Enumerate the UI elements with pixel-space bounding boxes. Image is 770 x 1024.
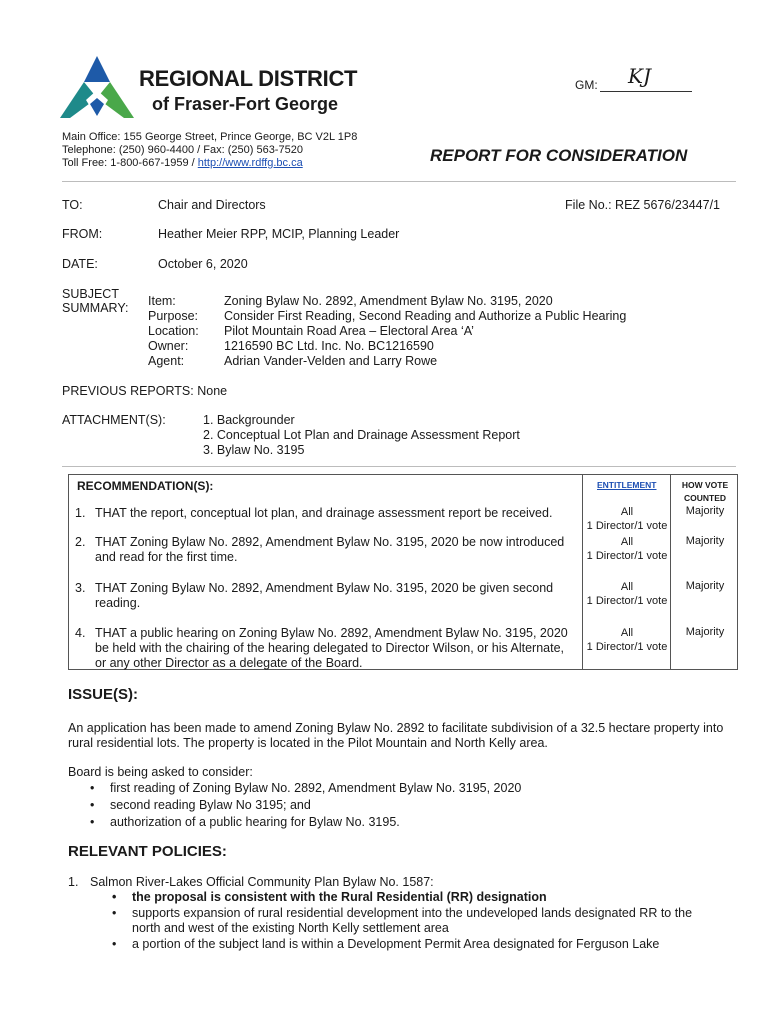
subject-item-value: Zoning Bylaw No. 2892, Amendment Bylaw No. 3195, 2020 <box>224 294 553 308</box>
vote-cell: Majority <box>685 626 725 638</box>
gm-signature-line <box>600 91 692 92</box>
to-label: TO: <box>62 198 83 212</box>
date-label: DATE: <box>62 257 98 271</box>
recommendation-number: 2. <box>75 535 86 549</box>
recommendation-number: 1. <box>75 506 86 520</box>
recommendation-text: THAT Zoning Bylaw No. 2892, Amendment Bylaw No. 3195, 2020 be given second reading. <box>95 581 554 610</box>
subject-location-key: Location: <box>148 324 199 338</box>
previous-reports: PREVIOUS REPORTS: None <box>62 384 228 398</box>
recommendation-number: 4. <box>75 626 86 640</box>
contact-tollfree <box>62 157 357 170</box>
vote-cell: Majority <box>685 505 725 517</box>
recommendation-item <box>75 506 569 521</box>
memo-divider <box>62 466 736 467</box>
vote-cell: Majority <box>685 535 725 547</box>
entitlement-vote: 1 Director/1 vote <box>586 550 668 562</box>
policies-heading: RELEVANT POLICIES: <box>68 843 227 860</box>
summary-label: SUMMARY: <box>62 301 129 315</box>
header-divider <box>62 181 736 182</box>
contact-block <box>62 131 357 170</box>
contact-phone: Telephone: (250) 960-4400 / Fax: (250) 563-7520 <box>62 144 303 156</box>
subject-agent-key: Agent: <box>148 354 185 368</box>
recommendations-heading: RECOMMENDATION(S): <box>77 479 214 493</box>
recommendation-number: 3. <box>75 581 86 595</box>
subject-purpose-value: Consider First Reading, Second Reading and Authorize a Public Hearing <box>224 309 627 323</box>
list-item: • supports expansion of rural residential development into the undeveloped lands designated RR to the north and west of the existing North Kelly settlement area <box>108 906 718 936</box>
entitlement-heading[interactable]: ENTITLEMENT <box>597 480 657 490</box>
policy-bullet-list <box>108 890 718 953</box>
vote-cell: Majority <box>685 580 725 592</box>
from-label: FROM: <box>62 227 103 241</box>
list-item: • authorization of a public hearing for Bylaw No. 3195. <box>86 814 521 831</box>
org-subtitle: of Fraser-Fort George <box>152 94 339 114</box>
policy-number: 1. <box>68 875 79 889</box>
date-value: October 6, 2020 <box>158 257 248 271</box>
entitlement-vote: 1 Director/1 vote <box>586 520 668 532</box>
recommendations-table <box>68 474 738 670</box>
gm-label: GM: <box>575 78 598 92</box>
list-item: • the proposal is consistent with the Rural Residential (RR) designation <box>108 890 718 905</box>
subject-label: SUBJECT <box>62 287 119 301</box>
attachment-item: 3. Bylaw No. 3195 <box>203 443 305 457</box>
recommendation-item <box>75 626 569 671</box>
gm-signature: KJ <box>628 64 651 88</box>
entitlement-all: All <box>620 506 634 518</box>
list-item: • first reading of Zoning Bylaw No. 2892, Amendment Bylaw No. 3195, 2020 <box>86 780 521 797</box>
subject-location-value: Pilot Mountain Road Area – Electoral Area ‘A’ <box>224 324 474 338</box>
subject-item-key: Item: <box>148 294 176 308</box>
attachment-item: 2. Conceptual Lot Plan and Drainage Assessment Report <box>203 428 520 442</box>
issues-paragraph: An application has been made to amend Zoning Bylaw No. 2892 to facilitate subdivision of a 32.5 hectare property into rural residential lots. The property is located in the Pilot Mountain and North Kelly area. <box>68 721 724 750</box>
subject-owner-value: 1216590 BC Ltd. Inc. No. BC1216590 <box>224 339 434 353</box>
attachments-label: ATTACHMENT(S): <box>62 413 166 427</box>
subject-agent-value: Adrian Vander-Velden and Larry Rowe <box>224 354 438 368</box>
from-value: Heather Meier RPP, MCIP, Planning Leader <box>158 227 400 241</box>
entitlement-vote: 1 Director/1 vote <box>586 641 668 653</box>
entitlement-all: All <box>620 627 634 639</box>
contact-address: Main Office: 155 George Street, Prince George, BC V2L 1P8 <box>62 131 358 143</box>
report-title: REPORT FOR CONSIDERATION <box>430 146 688 165</box>
org-name: REGIONAL DISTRICT <box>139 66 358 91</box>
subject-owner-key: Owner: <box>148 339 189 353</box>
list-item: • a portion of the subject land is within a Development Permit Area designated for Ferguson Lake <box>108 937 718 952</box>
board-intro: Board is being asked to consider: <box>68 765 253 779</box>
recommendation-text: THAT the report, conceptual lot plan, and drainage assessment report be received. <box>95 506 553 520</box>
entitlement-cell <box>583 626 671 654</box>
policy-title: Salmon River-Lakes Official Community Plan Bylaw No. 1587: <box>90 875 434 889</box>
regional-district-logo <box>60 54 134 120</box>
subject-purpose-key: Purpose: <box>148 309 199 323</box>
to-value: Chair and Directors <box>158 198 266 212</box>
entitlement-all: All <box>620 581 634 593</box>
vote-heading <box>672 479 738 505</box>
website-link[interactable]: http://www.rdffg.bc.ca <box>197 157 303 169</box>
entitlement-cell <box>583 505 671 533</box>
list-item: • second reading Bylaw No 3195; and <box>86 797 521 814</box>
vote-heading-line1: HOW VOTE <box>681 480 729 490</box>
tollfree-text: Toll Free: 1-800-667-1959 / <box>62 157 198 169</box>
entitlement-vote: 1 Director/1 vote <box>586 595 668 607</box>
file-number: File No.: REZ 5676/23447/1 <box>565 198 720 212</box>
recommendation-text: THAT a public hearing on Zoning Bylaw No. 2892, Amendment Bylaw No. 3195, 2020 be held with the chairing of the hearing delegated to Director Wilson, or his Alternate, or any other Director as a delegate of the Board. <box>95 626 568 670</box>
entitlement-all: All <box>620 536 634 548</box>
vote-heading-line2: COUNTED <box>683 493 727 503</box>
attachment-item: 1. Backgrounder <box>203 413 295 427</box>
entitlement-cell <box>583 580 671 608</box>
recommendation-item <box>75 581 569 611</box>
recommendation-text: THAT Zoning Bylaw No. 2892, Amendment Bylaw No. 3195, 2020 be now introduced and read for the first time. <box>95 535 565 564</box>
entitlement-cell <box>583 535 671 563</box>
issues-bullet-list <box>86 780 521 831</box>
issues-heading: ISSUE(S): <box>68 686 139 703</box>
recommendation-item <box>75 535 569 565</box>
